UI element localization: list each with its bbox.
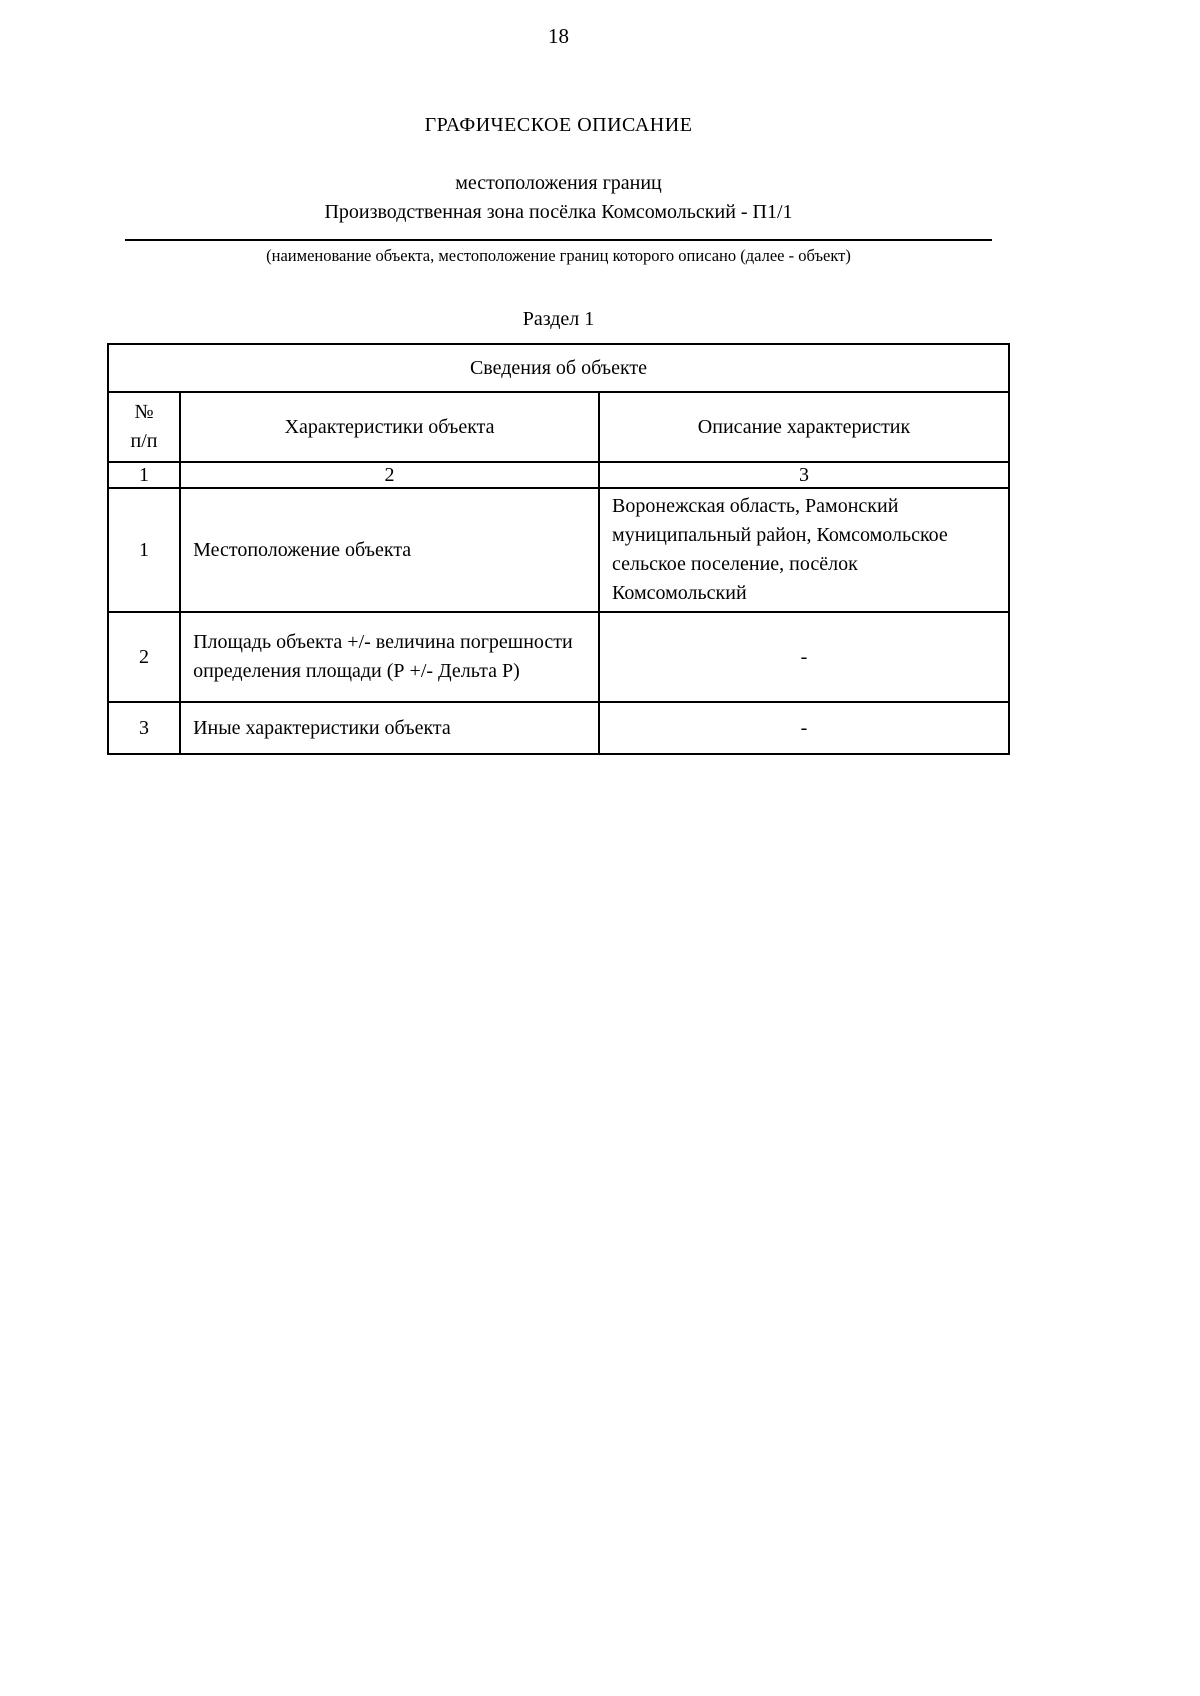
column-number-cell: 3 [599,462,1009,488]
column-number-cell: 2 [180,462,599,488]
row-number: 3 [108,702,180,754]
description-cell: - [599,702,1009,754]
table-header-row [108,392,1009,462]
document-title: ГРАФИЧЕСКОЕ ОПИСАНИЕ [424,114,693,136]
characteristic-cell: Иные характеристики объекта [180,702,599,754]
column-header-number [108,392,180,462]
object-name-caption: (наименование объекта, местоположение границ которого описано (далее - объект) [266,246,851,265]
description-cell: Воронежская область, Рамонский муниципальный район, Комсомольское сельское поселение, посёлок Комсомольский [599,488,1009,612]
section-title: Раздел 1 [522,308,595,330]
characteristic-cell: Местоположение объекта [180,488,599,612]
table-row [108,612,1009,702]
object-info-table [107,343,1010,755]
characteristic-cell: Площадь объекта +/- величина погрешности определения площади (Р +/- Дельта Р) [180,612,599,702]
object-name: Производственная зона посёлка Комсомольский - П1/1 [324,201,793,223]
table-title-row [108,344,1009,392]
column-number-cell: 1 [108,462,180,488]
page-number: 18 [548,24,569,48]
row-number: 1 [108,488,180,612]
column-header-number-line1: № [134,401,154,423]
divider-line [125,239,992,241]
column-header-description: Описание характеристик [599,392,1009,462]
table-row [108,702,1009,754]
column-header-characteristics: Характеристики объекта [180,392,599,462]
column-header-number-line2: п/п [130,430,158,452]
table-title: Сведения об объекте [108,344,1009,392]
row-number: 2 [108,612,180,702]
document-subtitle: местоположения границ [455,172,662,194]
document-page [107,0,1010,755]
column-numbers-row [108,462,1009,488]
description-cell: - [599,612,1009,702]
table-row [108,488,1009,612]
